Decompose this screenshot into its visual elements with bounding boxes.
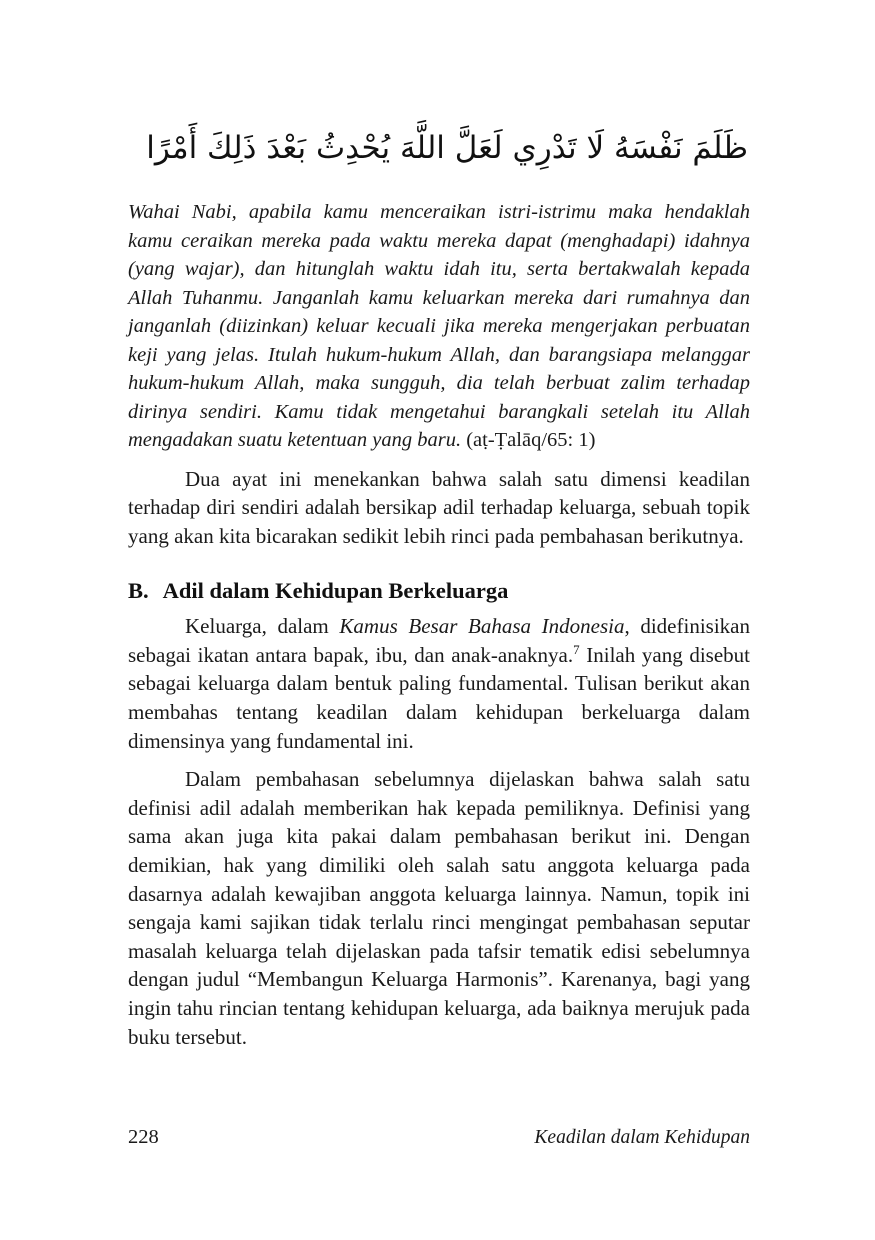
arabic-verse: ظَلَمَ نَفْسَهُ لَا تَدْرِي لَعَلَّ اللَّهَ يُحْدِثُ بَعْدَ ذَلِكَ أَمْرًا	[146, 130, 748, 166]
section-heading-label: B.	[128, 578, 149, 604]
section-heading	[128, 576, 750, 606]
page-content	[128, 0, 750, 1051]
footnote-ref-7: 7	[573, 641, 580, 657]
page-footer	[128, 1126, 750, 1149]
verse-translation-text: Wahai Nabi, apabila kamu menceraikan istri-istrimu maka hendaklah kamu ceraikan mereka pada waktu mereka dapat (menghadapi) idahnya (yang wajar), dan hitunglah waktu idah itu, serta bertakwalah kepada Allah Tuhanmu. Janganlah kamu keluarkan mereka dari rumahnya dan janganlah (diizinkan) keluar kecuali jika mereka mengerjakan perbuatan keji yang jelas. Itulah hukum-hukum Allah, dan barangsiapa melanggar hukum-hukum Allah, maka sungguh, dia telah berbuat zalim terhadap dirinya sendiri. Kamu tidak mengetahui barangkali setelah itu Allah mengadakan suatu ketentuan yang baru.	[128, 201, 750, 451]
verse-translation-block	[128, 198, 750, 455]
running-title: Keadilan dalam Kehidupan	[534, 1127, 750, 1148]
family-def-tail: Inilah yang disebut sebagai keluarga dalam bentuk paling fundamental. Tulisan berikut akan membahas tentang keadilan dalam kehidupan berkeluarga dalam dimensinya yang fundamental ini.	[128, 642, 750, 753]
family-def-mid: , didefinisikan sebagai ikatan antara bapak, ibu, dan anak-anaknya.	[128, 614, 750, 667]
family-def-lead: Keluarga, dalam	[185, 614, 340, 639]
page-number: 228	[128, 1126, 159, 1148]
verse-citation: (aṭ-Ṭalāq/65: 1)	[466, 429, 596, 451]
paragraph-family-definition	[128, 612, 750, 755]
paragraph-discussion: Dalam pembahasan sebelumnya dijelaskan bahwa salah satu definisi adil adalah memberikan hak kepada pemiliknya. Definisi yang sama akan juga kita pakai dalam pembahasan berikut ini. Dengan demikian, hak yang dimiliki oleh salah satu anggota keluarga pada dasarnya adalah kewajiban anggota keluarga lainnya. Namun, topik ini sengaja kami sajikan tidak terlalu rinci mengingat pembahasan seputar masalah keluarga telah dijelaskan pada tafsir tematik edisi sebelumnya dengan judul “Membangun Keluarga Harmonis”. Karenanya, bagi yang ingin tahu rincian tentang kehidupan keluarga, ada baiknya merujuk pada buku tersebut.	[128, 767, 750, 1049]
paragraph-intro: Dua ayat ini menekankan bahwa salah satu dimensi keadilan terhadap diri sendiri adalah bersikap adil terhadap keluarga, sebuah topik yang akan kita bicarakan sedikit lebih rinci pada pembahasan berikutnya.	[128, 466, 750, 548]
dictionary-title: Kamus Besar Bahasa Indonesia	[339, 614, 625, 639]
section-heading-title: Adil dalam Kehidupan Berkeluarga	[162, 578, 509, 604]
